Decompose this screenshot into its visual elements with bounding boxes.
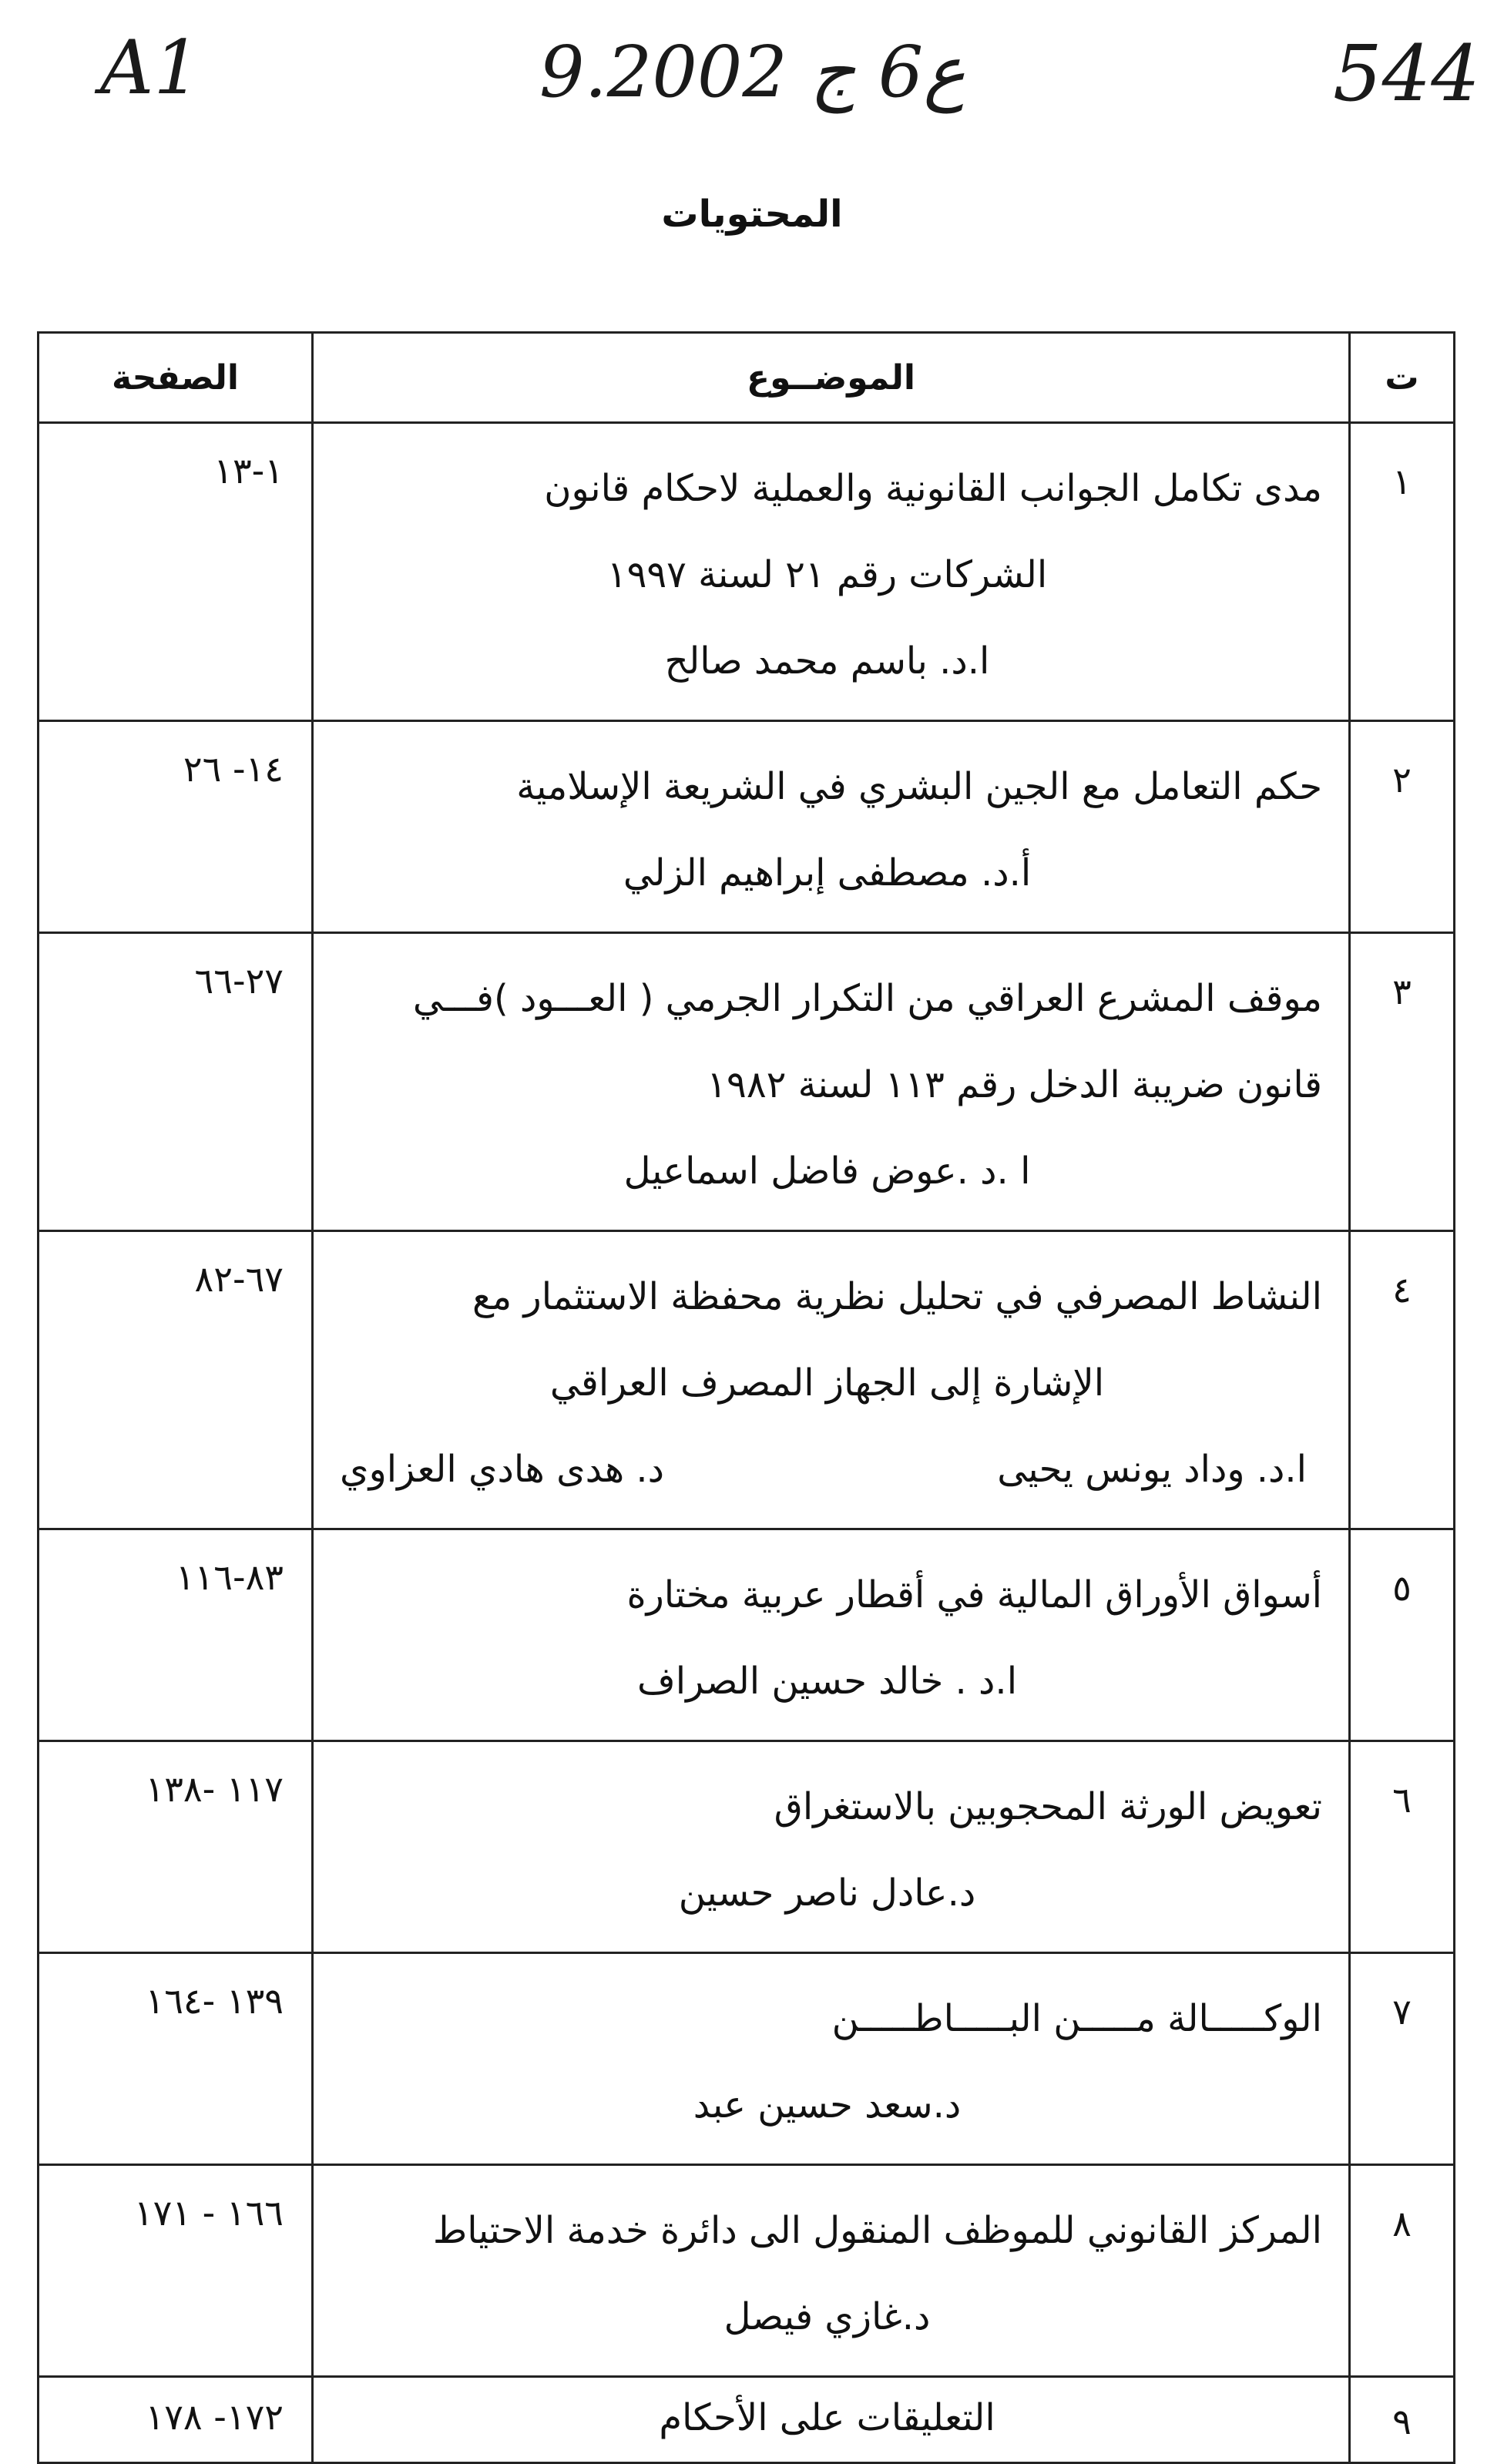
author: ا.د . خالد حسين الصراف	[636, 1660, 1018, 1703]
table-row	[39, 933, 1455, 1231]
page-title: المحتويات	[661, 193, 843, 236]
row-topic	[313, 1529, 1350, 1741]
contents-table	[37, 331, 1455, 2464]
author: أ.د. مصطفى إبراهيم الزلي	[623, 851, 1032, 895]
row-number: ٣	[1350, 933, 1455, 1231]
row-topic	[313, 1953, 1350, 2165]
table-row	[39, 423, 1455, 721]
table-row	[39, 2377, 1455, 2463]
row-topic	[313, 2377, 1350, 2463]
topic-line: التعليقات على الأحكام	[659, 2396, 995, 2439]
authors	[332, 1426, 1322, 1512]
topic-line: النشاط المصرفي في تحليل نظرية محفظة الاستثمار مع	[472, 1275, 1322, 1318]
topic-line: المركز القانوني للموظف المنقول الى دائرة خدمة الاحتياط	[432, 2209, 1322, 2252]
row-topic	[313, 721, 1350, 933]
row-topic	[313, 423, 1350, 721]
topic-line: أسواق الأوراق المالية في أقطار عربية مختارة	[626, 1573, 1322, 1616]
table-row	[39, 2165, 1455, 2377]
row-number: ٤	[1350, 1231, 1455, 1529]
row-topic	[313, 1741, 1350, 1953]
author: د.سعد حسين عبد	[693, 2083, 962, 2127]
table-row	[39, 1741, 1455, 1953]
table-header-row	[39, 333, 1455, 423]
row-number: ٩	[1350, 2377, 1455, 2463]
row-pages: ١٦٦ - ١٧١	[39, 2165, 313, 2377]
table-row	[39, 1953, 1455, 2165]
row-pages: ٨٣-١١٦	[39, 1529, 313, 1741]
topic-line: الإشارة إلى الجهاز المصرف العراقي	[549, 1361, 1105, 1405]
topic-line: حكم التعامل مع الجين البشري في الشريعة الإسلامية	[516, 765, 1322, 808]
topic-line: موقف المشرع العراقي من التكرار الجرمي ( العـــود )فـــي	[412, 977, 1322, 1020]
row-number: ٥	[1350, 1529, 1455, 1741]
author: د. هدى هادي العزاوي	[340, 1448, 665, 1491]
table-row	[39, 721, 1455, 933]
row-pages: ١٤- ٢٦	[39, 721, 313, 933]
row-pages: ٢٧-٦٦	[39, 933, 313, 1231]
row-number: ٧	[1350, 1953, 1455, 2165]
topic-line: مدى تكامل الجوانب القانونية والعملية لاحكام قانون	[544, 467, 1322, 510]
row-pages: ١١٧ -١٣٨	[39, 1741, 313, 1953]
row-pages: ١٧٢- ١٧٨	[39, 2377, 313, 2463]
author: ا.د. باسم محمد صالح	[664, 639, 990, 683]
author: ا.د. وداد يونس يحيى	[997, 1448, 1307, 1491]
topic-line: الوكـــــالة مـــــن البـــــاطـــــن	[831, 1997, 1322, 2040]
table-row	[39, 1529, 1455, 1741]
row-pages: ١-١٣	[39, 423, 313, 721]
author: د.عادل ناصر حسين	[678, 1871, 976, 1915]
topic-line: تعويض الورثة المحجوبين بالاستغراق	[774, 1785, 1322, 1828]
handwritten-volume-year: 9.ع6 ج 2002	[539, 31, 966, 113]
header-number: ت	[1350, 333, 1455, 423]
row-number: ٦	[1350, 1741, 1455, 1953]
table-row	[39, 1231, 1455, 1529]
handwritten-code: A1	[100, 25, 201, 111]
row-number: ٢	[1350, 721, 1455, 933]
author: د.غازي فيصل	[723, 2295, 931, 2338]
row-pages: ٦٧-٨٢	[39, 1231, 313, 1529]
handwritten-number: 544	[1333, 29, 1480, 119]
topic-line: الشركات رقم ٢١ لسنة ١٩٩٧	[606, 553, 1048, 596]
row-topic	[313, 1231, 1350, 1529]
topic-line: قانون ضريبة الدخل رقم ١١٣ لسنة ١٩٨٢	[707, 1063, 1322, 1106]
row-topic	[313, 2165, 1350, 2377]
row-number: ١	[1350, 423, 1455, 721]
header-page: الصفحة	[39, 333, 313, 423]
row-number: ٨	[1350, 2165, 1455, 2377]
author: ا .د .عوض فاضل اسماعيل	[623, 1150, 1031, 1193]
row-topic	[313, 933, 1350, 1231]
header-topic: الموضــوع	[313, 333, 1350, 423]
row-pages: ١٣٩ -١٦٤	[39, 1953, 313, 2165]
